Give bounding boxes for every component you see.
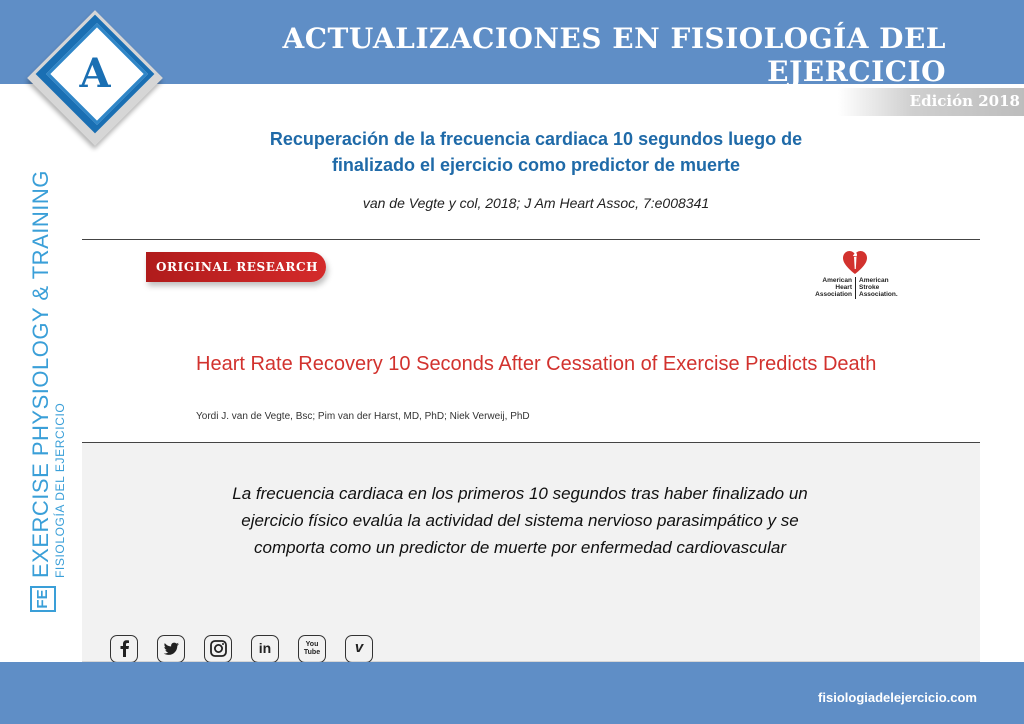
- heart-torch-icon: [842, 250, 868, 276]
- brand-subtitle: FISIOLOGÍA DEL EJERCICIO: [53, 402, 67, 578]
- summary-line2: ejercicio físico evalúa la actividad del sistema nervioso parasimpático y se: [241, 511, 799, 530]
- edition-label: Edición 2018: [909, 92, 1020, 110]
- article-title: Heart Rate Recovery 10 Seconds After Cessation of Exercise Predicts Death: [196, 353, 877, 375]
- brand-icon: FE: [30, 586, 56, 612]
- aha-right-text: American Stroke Association.: [859, 277, 898, 298]
- facebook-icon[interactable]: [110, 635, 138, 663]
- youtube-icon[interactable]: You Tube: [298, 635, 326, 663]
- summary-line1: La frecuencia cardiaca en los primeros 10 segundos tras haber finalizado un: [232, 484, 808, 503]
- aha-logo: [806, 250, 916, 304]
- document-title-line2: finalizado el ejercicio como predictor de muerte: [331, 155, 741, 175]
- brand-name: EXERCISE PHYSIOLOGY & TRAINING: [28, 170, 53, 578]
- instagram-icon[interactable]: [204, 635, 232, 663]
- logo-letter: A: [79, 50, 111, 97]
- citation: van de Vegte y col, 2018; J Am Heart Assoc, 7:e008341: [362, 195, 710, 211]
- edition-badge: [838, 88, 1024, 116]
- original-research-banner: [146, 252, 332, 284]
- website-link[interactable]: fisiologiadelejercicio.com: [818, 690, 977, 705]
- vertical-brand: [28, 170, 78, 612]
- twitter-icon[interactable]: [157, 635, 185, 663]
- document-title-line1: Recuperación de la frecuencia cardiaca 10 segundos luego de: [269, 129, 803, 149]
- article-authors: Yordi J. van de Vegte, Bsc; Pim van der Harst, MD, PhD; Niek Verweij, PhD: [196, 411, 530, 422]
- linkedin-icon[interactable]: in: [251, 635, 279, 663]
- publication-logo: [20, 8, 170, 158]
- summary-line3: comporta como un predictor de muerte por enfermedad cardiovascular: [254, 538, 786, 557]
- document-title: [200, 126, 872, 178]
- divider-top: [82, 239, 980, 240]
- banner-label: ORIGINAL RESEARCH: [156, 260, 319, 274]
- aha-left-text: American Heart Association: [815, 277, 852, 298]
- summary-text: [160, 480, 880, 561]
- vimeo-icon[interactable]: v: [345, 635, 373, 663]
- header-title: ACTUALIZACIONES EN FISIOLOGÍA DEL EJERCICIO: [282, 22, 946, 88]
- footer-band: [0, 662, 1024, 724]
